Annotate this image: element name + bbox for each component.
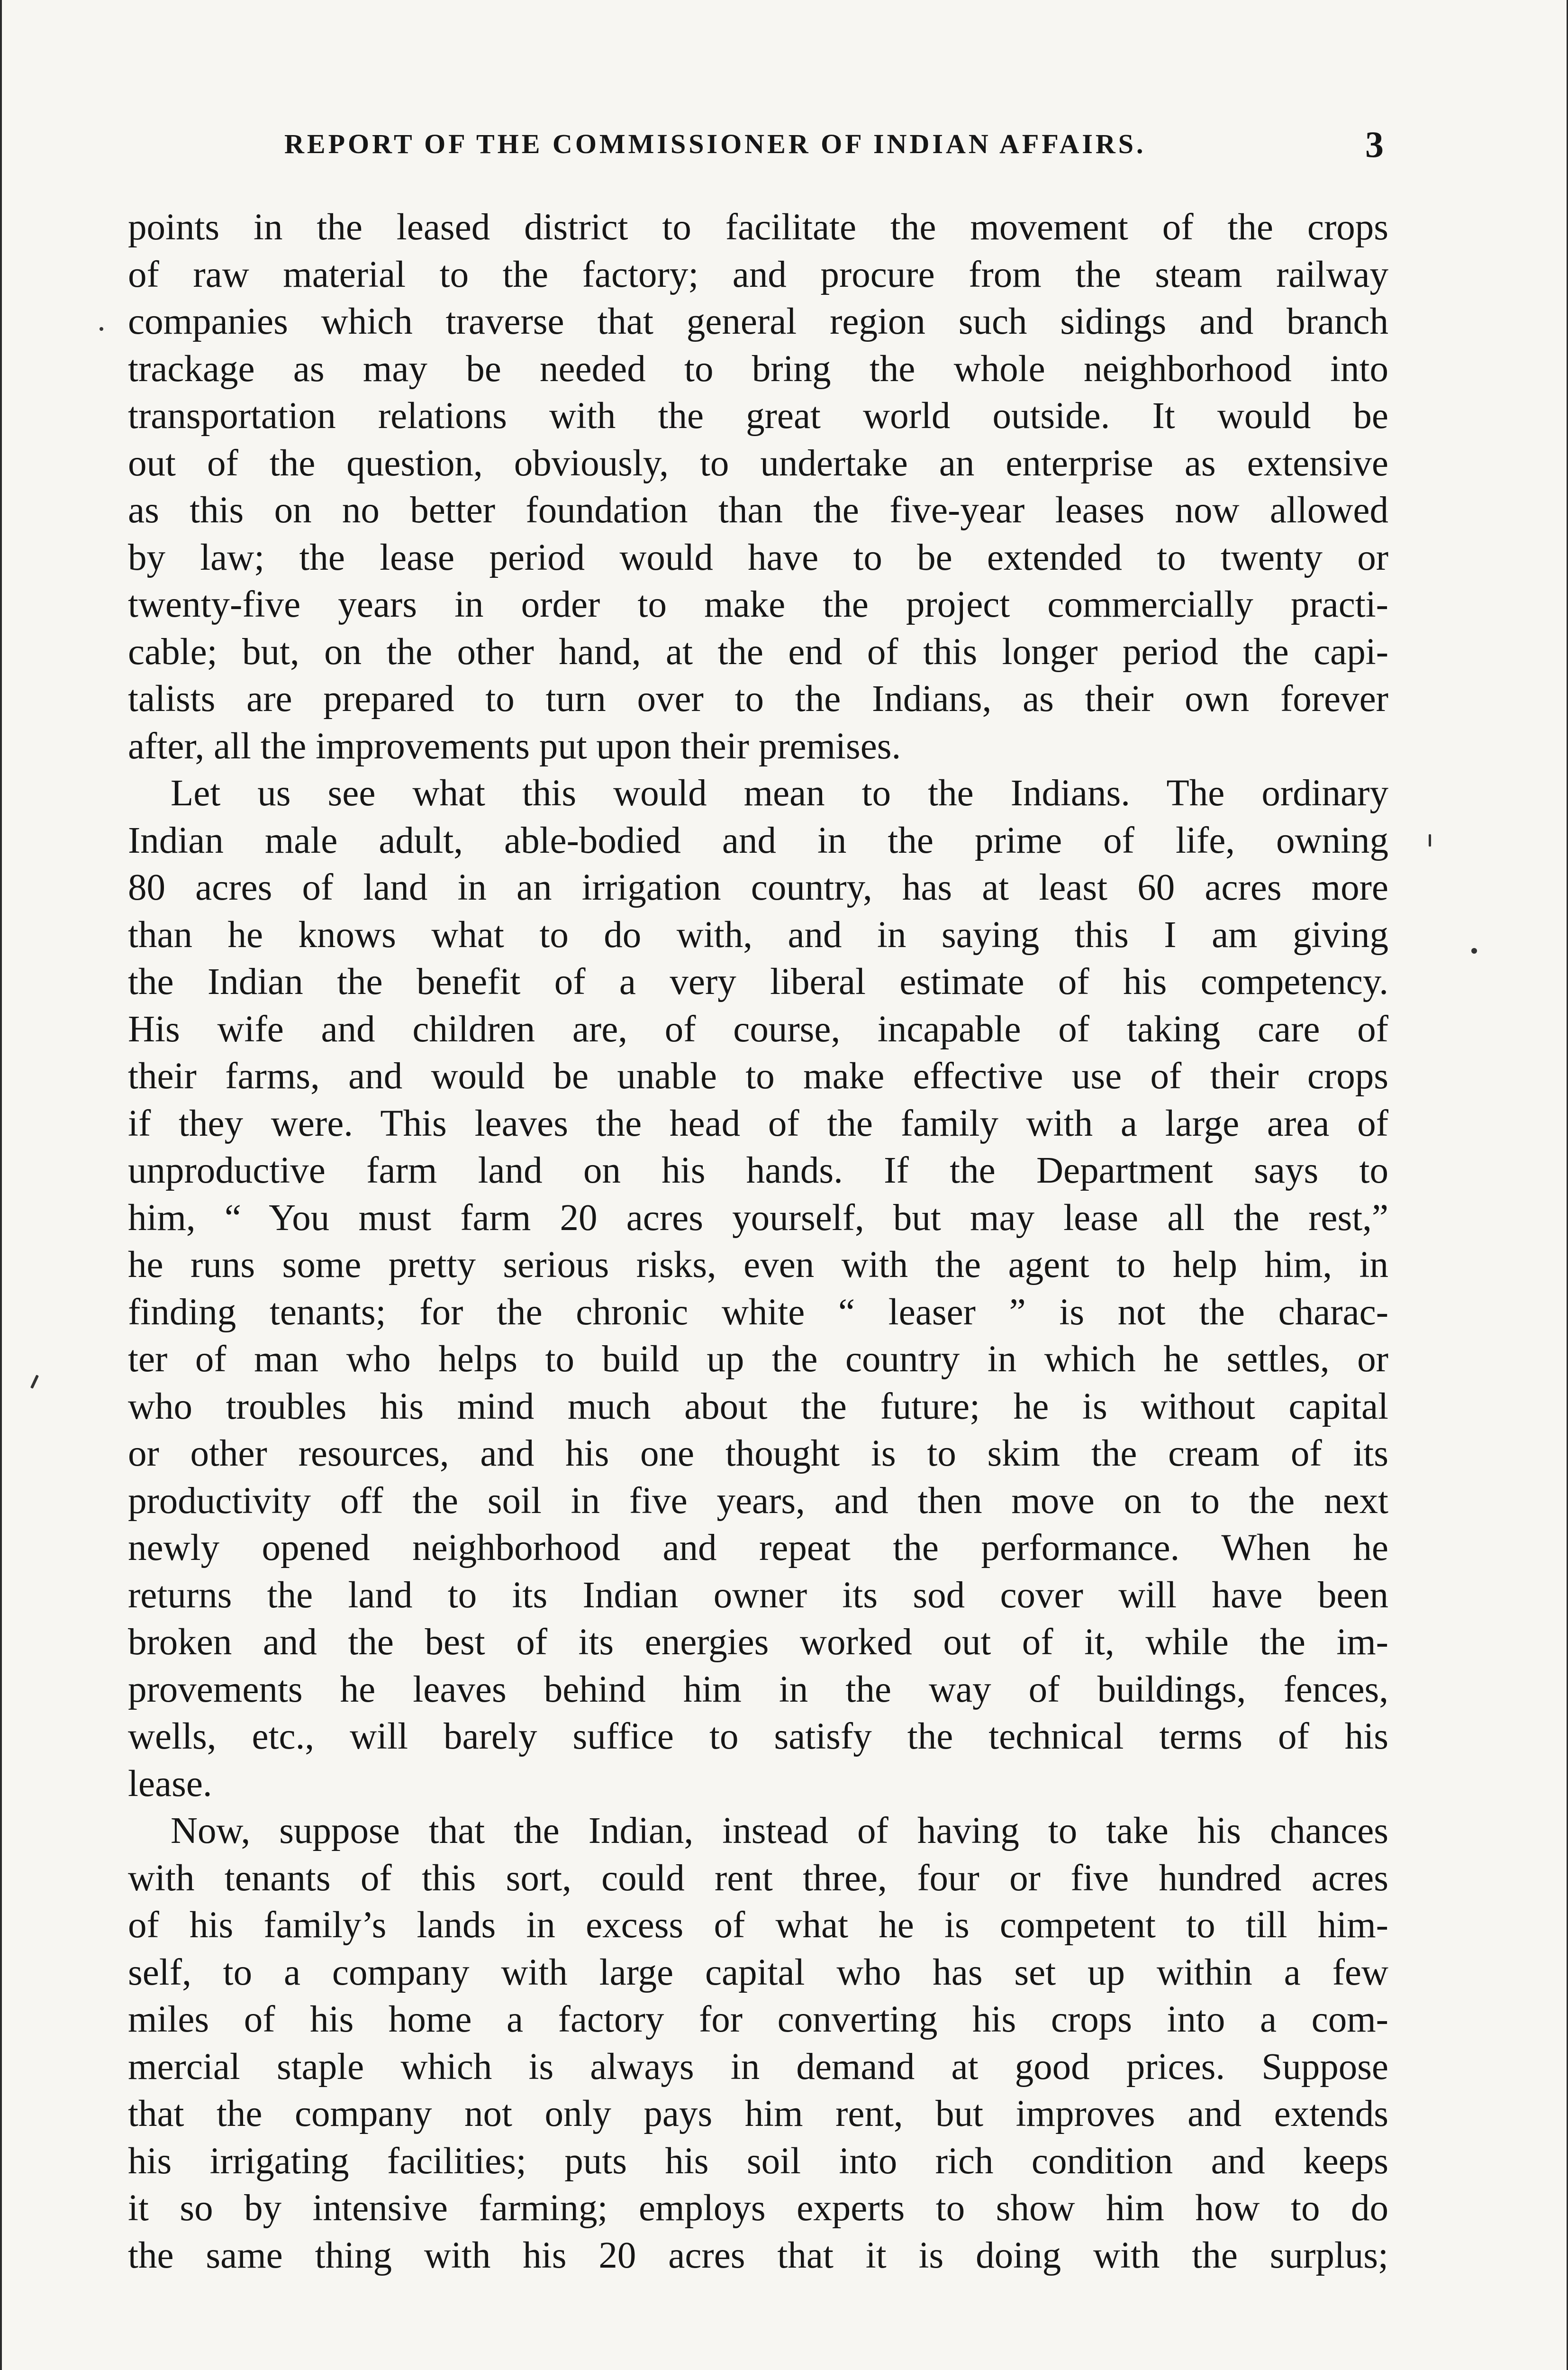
running-title: REPORT OF THE COMMISSIONER OF INDIAN AFFAIRS. bbox=[284, 128, 1146, 159]
text-line: he runs some pretty serious risks, even with the agent to help him, in bbox=[128, 1244, 1388, 1285]
text-line: provements he leaves behind him in the way of buildings, fences, bbox=[128, 1668, 1388, 1710]
text-line: points in the leased district to facilitate the movement of the crops bbox=[128, 207, 1388, 248]
paragraph-3 bbox=[128, 1807, 1388, 2279]
text-line: productivity off the soil in five years, and then move on to the next bbox=[128, 1480, 1388, 1522]
body-text bbox=[128, 204, 1388, 2279]
running-head bbox=[123, 124, 1384, 171]
scan-speck bbox=[100, 327, 103, 331]
text-line: after, all the improvements put upon their premises. bbox=[128, 725, 901, 767]
text-line: unproductive farm land on his hands. If the Department says to bbox=[128, 1150, 1388, 1191]
text-line: with tenants of this sort, could rent three, four or five hundred acres bbox=[128, 1857, 1388, 1899]
text-line: newly opened neighborhood and repeat the performance. When he bbox=[128, 1527, 1388, 1568]
text-line: companies which traverse that general region such sidings and branch bbox=[128, 301, 1388, 342]
text-line: his irrigating facilities; puts his soil into rich condition and keeps bbox=[128, 2140, 1388, 2182]
scan-speck bbox=[1471, 948, 1477, 954]
text-line: the same thing with his 20 acres that it is doing with the surplus; bbox=[128, 2234, 1388, 2276]
text-line: ter of man who helps to build up the country in which he settles, or bbox=[128, 1339, 1388, 1380]
text-line: than he knows what to do with, and in saying this I am giving bbox=[128, 914, 1388, 956]
text-line: or other resources, and his one thought is to skim the cream of its bbox=[128, 1433, 1388, 1474]
text-line: Let us see what this would mean to the Indians. The ordinary bbox=[171, 773, 1388, 814]
paragraph-1 bbox=[128, 204, 1388, 770]
text-line: broken and the best of its energies worked out of it, while the im- bbox=[128, 1622, 1388, 1663]
text-line: as this on no better foundation than the five-year leases now allowed bbox=[128, 490, 1388, 531]
text-line: that the company not only pays him rent, but improves and extends bbox=[128, 2093, 1388, 2134]
text-line: trackage as may be needed to bring the whole neighborhood into bbox=[128, 348, 1388, 390]
paragraph-2 bbox=[128, 770, 1388, 1807]
text-line: returns the land to its Indian owner its sod cover will have been bbox=[128, 1574, 1388, 1616]
scan-speck bbox=[1429, 834, 1431, 847]
text-line: by law; the lease period would have to be extended to twenty or bbox=[128, 537, 1388, 578]
text-line: talists are prepared to turn over to the Indians, as their own forever bbox=[128, 678, 1388, 720]
text-line: self, to a company with large capital who has set up within a few bbox=[128, 1951, 1388, 1993]
text-line: miles of his home a factory for converting his crops into a com- bbox=[128, 1999, 1388, 2040]
text-line: of raw material to the factory; and procure from the steam railway bbox=[128, 254, 1388, 295]
text-line: the Indian the benefit of a very liberal estimate of his competency. bbox=[128, 961, 1388, 1003]
text-line: wells, etc., will barely suffice to satisfy the technical terms of his bbox=[128, 1716, 1388, 1757]
text-line: finding tenants; for the chronic white “ leaser ” is not the charac- bbox=[128, 1291, 1388, 1333]
text-line: out of the question, obviously, to undertake an enterprise as extensive bbox=[128, 442, 1388, 484]
text-line: 80 acres of land in an irrigation country, has at least 60 acres more bbox=[128, 867, 1388, 908]
text-line: His wife and children are, of course, incapable of taking care of bbox=[128, 1008, 1388, 1050]
text-line: cable; but, on the other hand, at the end of this longer period the capi- bbox=[128, 631, 1388, 673]
text-line: who troubles his mind much about the future; he is without capital bbox=[128, 1386, 1388, 1427]
text-line: it so by intensive farming; employs experts to show him how to do bbox=[128, 2188, 1388, 2229]
text-line: their farms, and would be unable to make effective use of their crops bbox=[128, 1056, 1388, 1097]
text-line: Indian male adult, able-bodied and in the prime of life, owning bbox=[128, 820, 1388, 861]
text-line: mercial staple which is always in demand at good prices. Suppose bbox=[128, 2046, 1388, 2087]
page-number: 3 bbox=[1365, 124, 1384, 165]
text-line: him, “ You must farm 20 acres yourself, but may lease all the rest,” bbox=[128, 1197, 1388, 1239]
text-line: Now, suppose that the Indian, instead of having to take his chances bbox=[171, 1810, 1388, 1851]
text-line: of his family’s lands in excess of what he is competent to till him- bbox=[128, 1905, 1388, 1946]
text-line: lease. bbox=[128, 1763, 212, 1805]
text-line: transportation relations with the great world outside. It would be bbox=[128, 395, 1388, 437]
text-line: if they were. This leaves the head of the family with a large area of bbox=[128, 1103, 1388, 1144]
text-line: twenty-five years in order to make the project commercially practi- bbox=[128, 584, 1388, 625]
